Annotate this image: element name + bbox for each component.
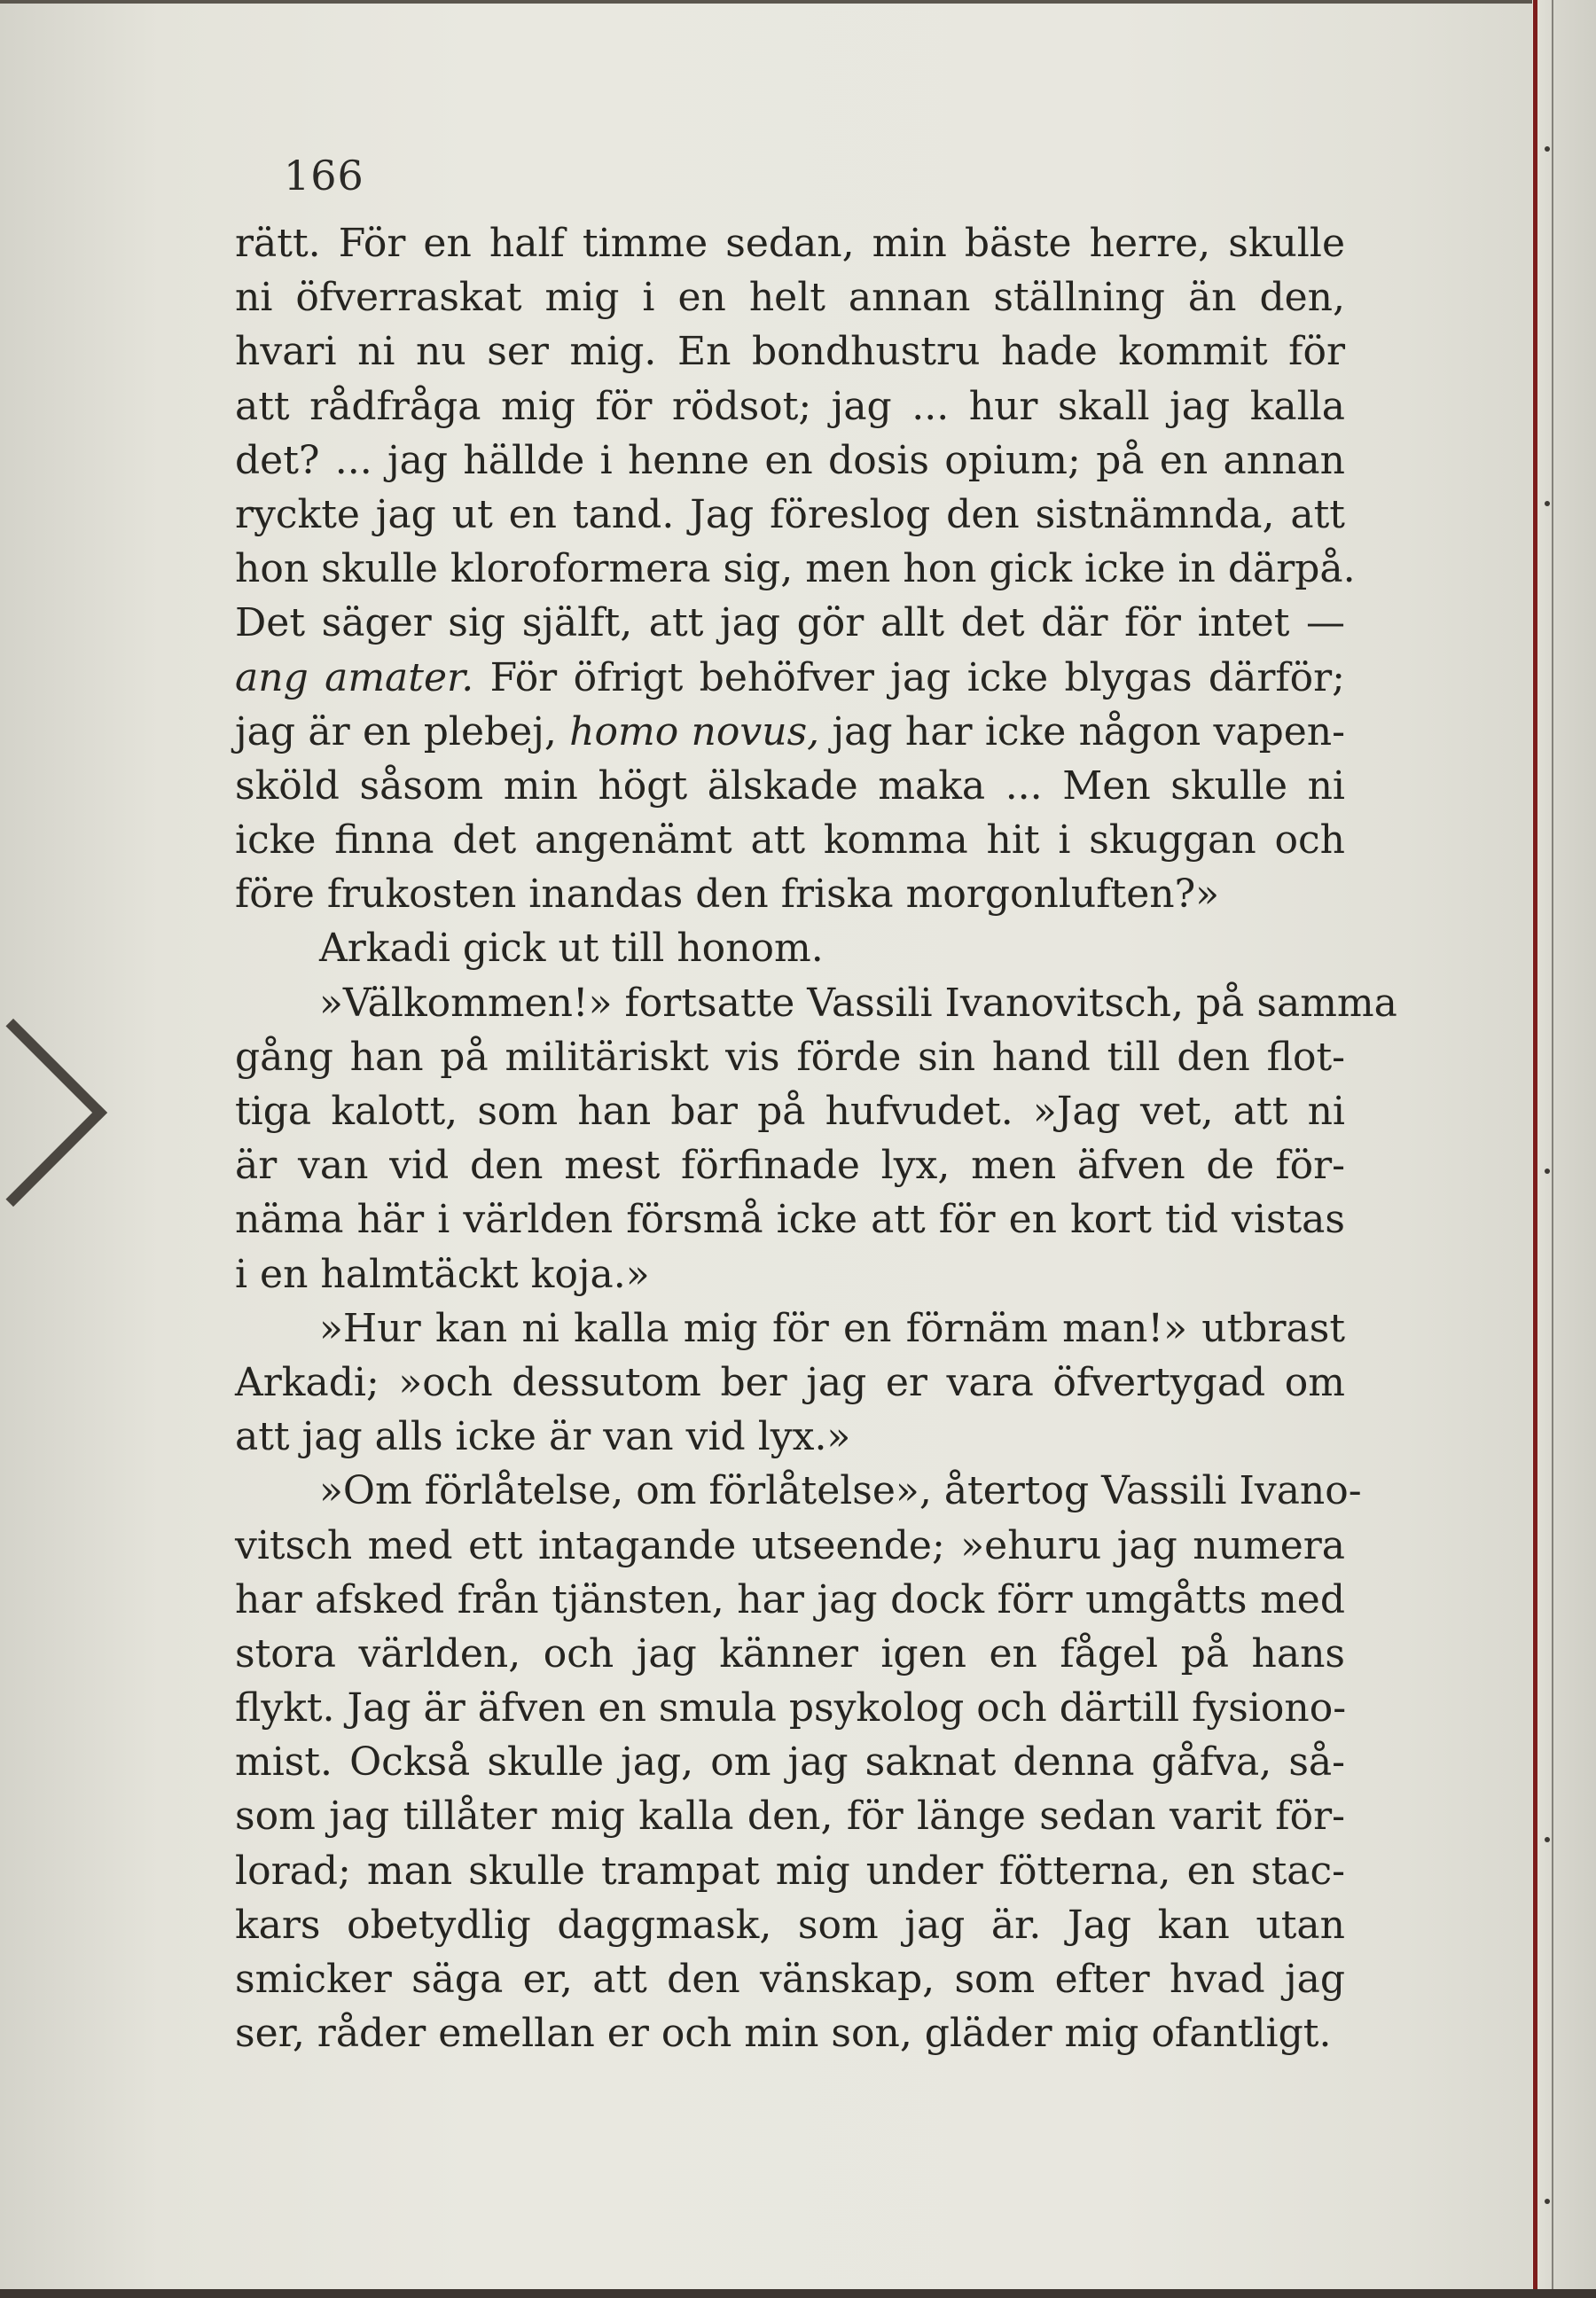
text-line [235,596,1345,650]
text-line [235,705,1345,759]
text-segment: det? ... jag hällde i henne en dosis opium; på en annan [235,437,1345,483]
text-segment: hon skulle kloroformera sig, men hon gick icke in därpå. [235,546,1356,592]
text-line [235,2006,1345,2060]
cover-mark [1545,146,1550,152]
cover-mark [1545,2199,1550,2204]
text-segment: ser, råder emellan er och min son, gläder mig ofantligt. [235,2011,1332,2057]
text-line [235,434,1345,488]
text-line [235,324,1345,379]
text-line [235,976,1397,1030]
cover-mark [1545,1837,1550,1842]
cover-line [1552,0,1553,2298]
text-segment: hvari ni nu ser mig. En bondhustru hade kommit för [235,329,1345,375]
text-segment: som jag tillåter mig kalla den, för länge sedan varit för- [235,1794,1345,1840]
text-line [235,1138,1345,1192]
cover-mark [1545,1169,1550,1174]
text-segment: stora världen, och jag känner igen en fågel på hans [235,1630,1345,1677]
italic-phrase: ang amater. [235,654,474,700]
text-line [235,1627,1345,1681]
text-segment: jag är en plebej, [235,708,570,754]
body-text [235,216,1397,2060]
top-edge [0,0,1534,4]
text-line [235,759,1345,813]
text-line [235,867,1345,921]
text-line [235,1301,1345,1356]
text-segment: jag har icke någon vapen- [819,708,1345,754]
text-line [235,1952,1345,2006]
page-number: 166 [284,152,364,199]
text-segment: tiga kalott, som han bar på hufvudet. »Jag vet, att ni [235,1089,1345,1134]
text-segment: näma här i världen försmå icke att för en kort tid vistas [235,1197,1345,1243]
text-segment: mist. Också skulle jag, om jag saknat denna gåfva, så- [235,1739,1345,1786]
text-line [235,488,1345,542]
text-line [235,1247,1345,1301]
text-segment: »Om förlåtelse, om förlåtelse», återtog Vassili Ivano- [319,1468,1362,1514]
text-line [235,1192,1345,1247]
text-segment: lorad; man skulle trampat mig under fötterna, en stac- [235,1848,1345,1894]
text-segment: smicker säga er, att den vänskap, som efter hvad jag [235,1957,1345,2002]
text-line [235,216,1345,270]
text-segment: gång han på militäriskt vis förde sin hand till den flot- [235,1034,1345,1080]
text-segment: före frukosten inandas den friska morgonluften?» [235,872,1220,918]
text-line [235,921,1345,975]
text-segment: Arkadi; »och dessutom ber jag er vara öfvertygad om [235,1359,1345,1405]
text-segment: i en halmtäckt koja.» [235,1251,650,1297]
text-line [235,1464,1362,1518]
text-segment: »Välkommen!» fortsatte Vassili Ivanovitsch, på samma [319,980,1397,1026]
cover-mark [1545,501,1550,506]
text-segment: vitsch med ett intagande utseende; »ehuru jag numera [235,1522,1345,1568]
text-line [235,1030,1345,1084]
text-line [235,379,1345,434]
text-segment: icke finna det angenämt att komma hit i skuggan och [235,817,1345,864]
italic-phrase: homo novus, [569,708,820,754]
text-segment: har afsked från tjänsten, har jag dock förr umgåtts med [235,1576,1345,1622]
text-line [235,542,1356,596]
text-line [235,1356,1345,1410]
text-segment: ni öfverraskat mig i en helt annan ställning än den, [235,275,1345,321]
text-segment: flykt. Jag är äfven en smula psykolog och därtill fysiono- [235,1685,1347,1731]
text-line [235,270,1345,324]
text-segment: rätt. För en half timme sedan, min bäste herre, skulle [235,221,1345,266]
text-line [235,1844,1345,1898]
text-segment: ryckte jag ut en tand. Jag föreslog den sistnämnda, att [235,491,1345,537]
text-segment: Det säger sig själft, att jag gör allt det där för intet — [235,600,1345,646]
cover-stripe [1533,0,1537,2298]
text-line [235,1735,1345,1789]
text-segment: sköld såsom min högt älskade maka ... Men skulle ni [235,762,1345,809]
text-segment: att rådfråga mig för rödsot; jag ... hur skall jag kalla [235,383,1345,429]
text-line [235,1789,1345,1843]
text-line [235,1898,1345,1952]
text-line [235,1084,1345,1138]
text-segment: För öfrigt behöfver jag icke blygas därför; [473,654,1345,700]
text-segment: är van vid den mest förfinade lyx, men äfven de för- [235,1143,1345,1189]
text-segment: kars obetydlig daggmask, som jag är. Jag kan utan [235,1902,1345,1948]
text-segment: »Hur kan ni kalla mig för en förnäm man!» utbrast [319,1305,1345,1351]
text-segment: Arkadi gick ut till honom. [319,926,824,972]
text-line [235,1519,1345,1573]
book-cover-edge [1532,0,1596,2298]
text-line [235,1410,1345,1464]
text-line [235,1573,1345,1627]
bookmark-tab-mark [0,1019,107,1207]
bottom-edge [0,2289,1596,2298]
text-line [235,651,1345,705]
text-line [235,813,1345,867]
text-line [235,1681,1345,1735]
text-segment: att jag alls icke är van vid lyx.» [235,1414,851,1460]
